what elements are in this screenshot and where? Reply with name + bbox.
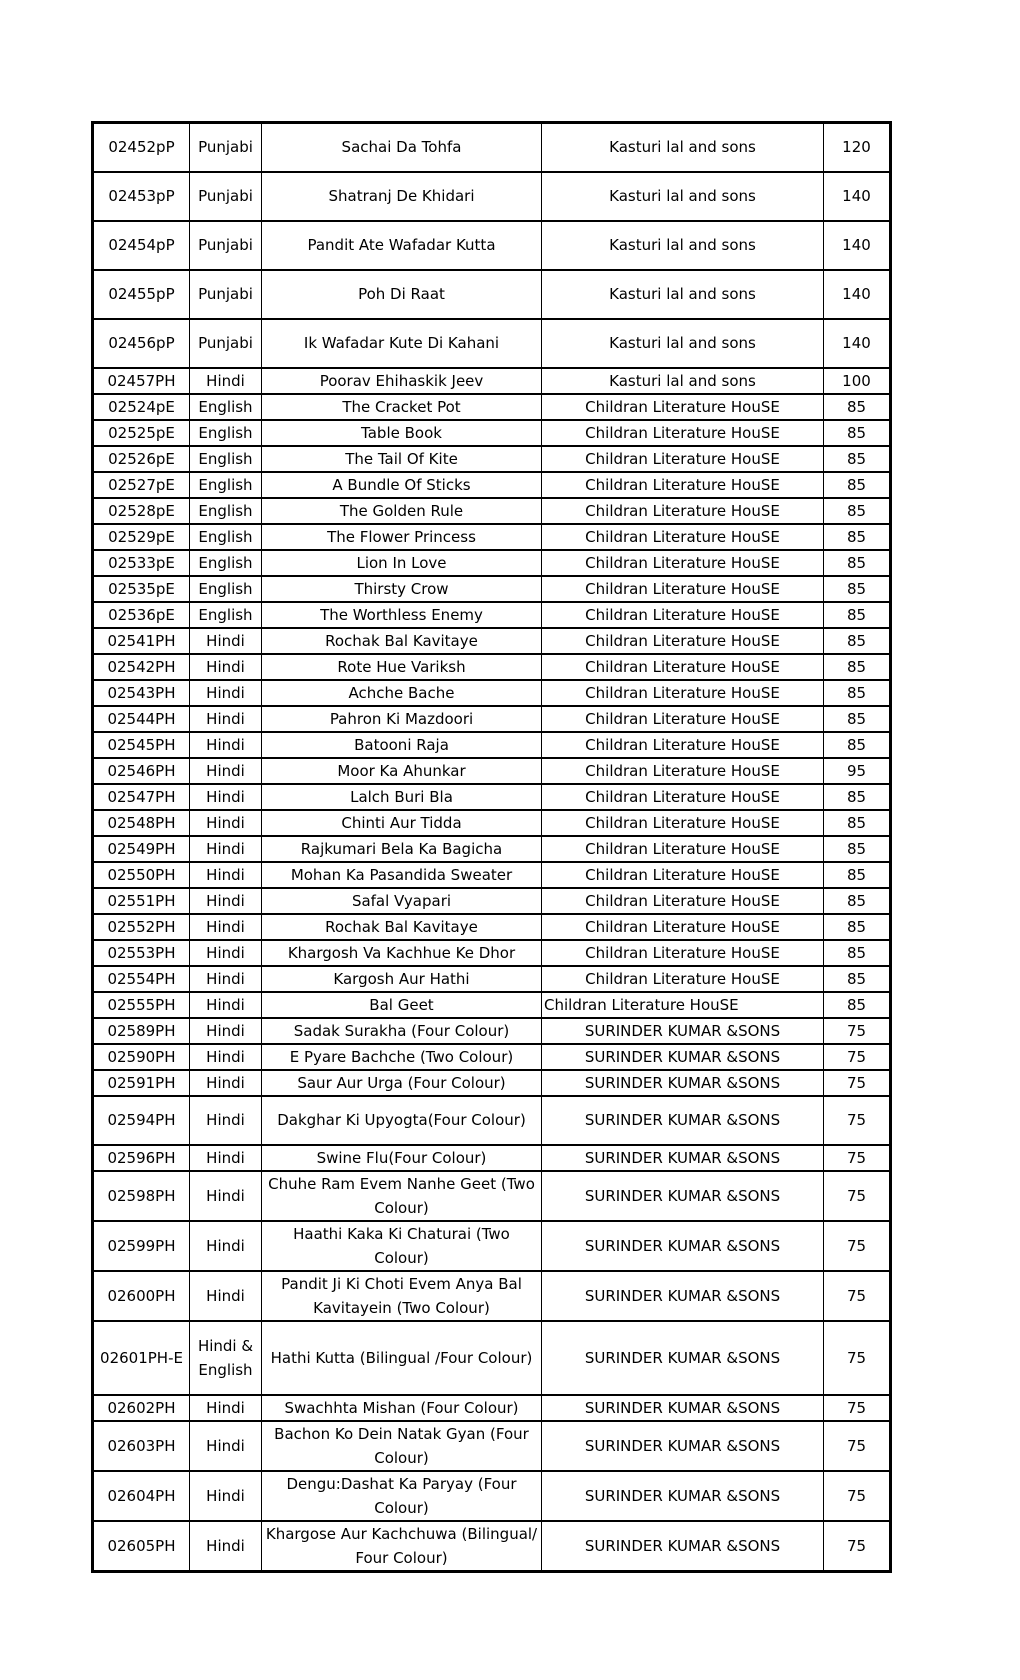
- book-code-cell: 02551PH: [93, 888, 190, 914]
- publisher-cell: Childran Literature HouSE: [542, 550, 824, 576]
- book-code-cell: 02544PH: [93, 706, 190, 732]
- publisher-cell: SURINDER KUMAR &SONS: [542, 1044, 824, 1070]
- language-cell: Hindi: [190, 1421, 262, 1471]
- publisher-cell: Childran Literature HouSE: [542, 446, 824, 472]
- language-cell: Hindi: [190, 1221, 262, 1271]
- book-code-cell: 02554PH: [93, 966, 190, 992]
- book-title-cell: Khargose Aur Kachchuwa (Bilingual/ Four Colour): [262, 1521, 542, 1572]
- price-cell: 85: [824, 732, 891, 758]
- language-cell: English: [190, 498, 262, 524]
- price-cell: 85: [824, 498, 891, 524]
- language-cell: Hindi: [190, 888, 262, 914]
- book-code-cell: 02591PH: [93, 1070, 190, 1096]
- table-row: [93, 1171, 891, 1221]
- table-row: [93, 472, 891, 498]
- book-code-cell: 02536pE: [93, 602, 190, 628]
- table-row: [93, 368, 891, 394]
- book-title-cell: Lalch Buri Bla: [262, 784, 542, 810]
- language-cell: Hindi: [190, 1395, 262, 1421]
- publisher-cell: Kasturi lal and sons: [542, 221, 824, 270]
- book-code-cell: 02590PH: [93, 1044, 190, 1070]
- table-row: [93, 1521, 891, 1572]
- publisher-cell: Kasturi lal and sons: [542, 319, 824, 368]
- book-code-cell: 02594PH: [93, 1096, 190, 1145]
- publisher-cell: Kasturi lal and sons: [542, 172, 824, 221]
- book-title-cell: Ik Wafadar Kute Di Kahani: [262, 319, 542, 368]
- book-title-cell: The Cracket Pot: [262, 394, 542, 420]
- language-cell: Hindi: [190, 1521, 262, 1572]
- language-cell: Hindi: [190, 1171, 262, 1221]
- book-title-cell: Bal Geet: [262, 992, 542, 1018]
- book-title-cell: The Golden Rule: [262, 498, 542, 524]
- table-row: [93, 270, 891, 319]
- price-cell: 85: [824, 992, 891, 1018]
- book-title-cell: Pandit Ate Wafadar Kutta: [262, 221, 542, 270]
- publisher-cell: Childran Literature HouSE: [542, 498, 824, 524]
- price-cell: 85: [824, 550, 891, 576]
- publisher-cell: Childran Literature HouSE: [542, 992, 824, 1018]
- book-title-cell: Rochak Bal Kavitaye: [262, 914, 542, 940]
- language-cell: English: [190, 550, 262, 576]
- book-title-cell: Shatranj De Khidari: [262, 172, 542, 221]
- book-code-cell: 02598PH: [93, 1171, 190, 1221]
- book-title-cell: Table Book: [262, 420, 542, 446]
- publisher-cell: Childran Literature HouSE: [542, 680, 824, 706]
- publisher-cell: Childran Literature HouSE: [542, 888, 824, 914]
- book-title-cell: Rochak Bal Kavitaye: [262, 628, 542, 654]
- table-row: [93, 628, 891, 654]
- book-code-cell: 02541PH: [93, 628, 190, 654]
- price-cell: 100: [824, 368, 891, 394]
- publisher-cell: Childran Literature HouSE: [542, 810, 824, 836]
- table-row: [93, 784, 891, 810]
- book-title-cell: A Bundle Of Sticks: [262, 472, 542, 498]
- publisher-cell: SURINDER KUMAR &SONS: [542, 1018, 824, 1044]
- price-cell: 95: [824, 758, 891, 784]
- publisher-cell: SURINDER KUMAR &SONS: [542, 1521, 824, 1572]
- book-title-cell: Moor Ka Ahunkar: [262, 758, 542, 784]
- publisher-cell: SURINDER KUMAR &SONS: [542, 1321, 824, 1395]
- publisher-cell: SURINDER KUMAR &SONS: [542, 1145, 824, 1171]
- publisher-cell: Childran Literature HouSE: [542, 914, 824, 940]
- book-code-cell: 02452pP: [93, 123, 190, 172]
- table-row: [93, 550, 891, 576]
- publisher-cell: Childran Literature HouSE: [542, 862, 824, 888]
- language-cell: Hindi: [190, 680, 262, 706]
- table-row: [93, 1321, 891, 1395]
- book-code-cell: 02457PH: [93, 368, 190, 394]
- book-title-cell: Chinti Aur Tidda: [262, 810, 542, 836]
- price-cell: 85: [824, 680, 891, 706]
- book-code-cell: 02601PH-E: [93, 1321, 190, 1395]
- language-cell: Punjabi: [190, 270, 262, 319]
- book-title-cell: Rajkumari Bela Ka Bagicha: [262, 836, 542, 862]
- table-row: [93, 498, 891, 524]
- price-cell: 85: [824, 706, 891, 732]
- book-code-cell: 02550PH: [93, 862, 190, 888]
- publisher-cell: Childran Literature HouSE: [542, 524, 824, 550]
- book-code-cell: 02528pE: [93, 498, 190, 524]
- table-row: [93, 172, 891, 221]
- table-row: [93, 680, 891, 706]
- book-title-cell: Pahron Ki Mazdoori: [262, 706, 542, 732]
- price-cell: 85: [824, 888, 891, 914]
- book-title-cell: Rote Hue Variksh: [262, 654, 542, 680]
- book-code-cell: 02454pP: [93, 221, 190, 270]
- table-row: [93, 1421, 891, 1471]
- book-title-cell: E Pyare Bachche (Two Colour): [262, 1044, 542, 1070]
- book-title-cell: Sachai Da Tohfa: [262, 123, 542, 172]
- language-cell: Hindi: [190, 810, 262, 836]
- publisher-cell: Childran Literature HouSE: [542, 654, 824, 680]
- publisher-cell: Childran Literature HouSE: [542, 732, 824, 758]
- language-cell: Hindi: [190, 966, 262, 992]
- table-row: [93, 1471, 891, 1521]
- publisher-cell: SURINDER KUMAR &SONS: [542, 1421, 824, 1471]
- table-row: [93, 758, 891, 784]
- language-cell: Punjabi: [190, 221, 262, 270]
- book-title-cell: Dakghar Ki Upyogta(Four Colour): [262, 1096, 542, 1145]
- table-row: [93, 576, 891, 602]
- price-cell: 85: [824, 966, 891, 992]
- price-cell: 75: [824, 1421, 891, 1471]
- table-row: [93, 862, 891, 888]
- language-cell: English: [190, 446, 262, 472]
- book-title-cell: Hathi Kutta (Bilingual /Four Colour): [262, 1321, 542, 1395]
- language-cell: English: [190, 394, 262, 420]
- table-row: [93, 966, 891, 992]
- book-code-cell: 02589PH: [93, 1018, 190, 1044]
- price-cell: 75: [824, 1070, 891, 1096]
- book-code-cell: 02602PH: [93, 1395, 190, 1421]
- price-cell: 85: [824, 914, 891, 940]
- book-code-cell: 02548PH: [93, 810, 190, 836]
- price-cell: 85: [824, 472, 891, 498]
- book-list-table: [91, 121, 892, 1573]
- publisher-cell: Kasturi lal and sons: [542, 270, 824, 319]
- publisher-cell: SURINDER KUMAR &SONS: [542, 1171, 824, 1221]
- table-row: [93, 123, 891, 172]
- book-code-cell: 02603PH: [93, 1421, 190, 1471]
- price-cell: 85: [824, 602, 891, 628]
- table-row: [93, 888, 891, 914]
- publisher-cell: Childran Literature HouSE: [542, 628, 824, 654]
- price-cell: 75: [824, 1271, 891, 1321]
- language-cell: Hindi: [190, 862, 262, 888]
- language-cell: Hindi: [190, 732, 262, 758]
- book-code-cell: 02552PH: [93, 914, 190, 940]
- price-cell: 85: [824, 810, 891, 836]
- publisher-cell: Childran Literature HouSE: [542, 420, 824, 446]
- book-title-cell: Thirsty Crow: [262, 576, 542, 602]
- book-title-cell: Chuhe Ram Evem Nanhe Geet (Two Colour): [262, 1171, 542, 1221]
- publisher-cell: SURINDER KUMAR &SONS: [542, 1221, 824, 1271]
- language-cell: Hindi: [190, 1271, 262, 1321]
- price-cell: 85: [824, 628, 891, 654]
- book-code-cell: 02535pE: [93, 576, 190, 602]
- price-cell: 85: [824, 420, 891, 446]
- publisher-cell: SURINDER KUMAR &SONS: [542, 1096, 824, 1145]
- language-cell: Hindi: [190, 940, 262, 966]
- table-row: [93, 1221, 891, 1271]
- language-cell: Hindi: [190, 654, 262, 680]
- table-row: [93, 420, 891, 446]
- book-code-cell: 02599PH: [93, 1221, 190, 1271]
- book-title-cell: The Worthless Enemy: [262, 602, 542, 628]
- language-cell: Hindi & English: [190, 1321, 262, 1395]
- book-title-cell: Safal Vyapari: [262, 888, 542, 914]
- book-code-cell: 02524pE: [93, 394, 190, 420]
- publisher-cell: SURINDER KUMAR &SONS: [542, 1395, 824, 1421]
- book-code-cell: 02555PH: [93, 992, 190, 1018]
- table-row: [93, 654, 891, 680]
- price-cell: 85: [824, 524, 891, 550]
- price-cell: 75: [824, 1044, 891, 1070]
- language-cell: Punjabi: [190, 172, 262, 221]
- price-cell: 140: [824, 221, 891, 270]
- language-cell: Hindi: [190, 836, 262, 862]
- price-cell: 85: [824, 654, 891, 680]
- publisher-cell: Childran Literature HouSE: [542, 966, 824, 992]
- table-row: [93, 1395, 891, 1421]
- table-row: [93, 1271, 891, 1321]
- publisher-cell: Childran Literature HouSE: [542, 394, 824, 420]
- language-cell: English: [190, 602, 262, 628]
- book-code-cell: 02533pE: [93, 550, 190, 576]
- publisher-cell: Childran Literature HouSE: [542, 472, 824, 498]
- book-title-cell: Batooni Raja: [262, 732, 542, 758]
- language-cell: Hindi: [190, 628, 262, 654]
- price-cell: 140: [824, 172, 891, 221]
- publisher-cell: Childran Literature HouSE: [542, 576, 824, 602]
- book-title-cell: Lion In Love: [262, 550, 542, 576]
- book-title-cell: Haathi Kaka Ki Chaturai (Two Colour): [262, 1221, 542, 1271]
- price-cell: 85: [824, 576, 891, 602]
- table-row: [93, 1018, 891, 1044]
- book-list-body: [93, 123, 891, 1572]
- price-cell: 75: [824, 1018, 891, 1044]
- book-title-cell: Poorav Ehihaskik Jeev: [262, 368, 542, 394]
- table-row: [93, 1096, 891, 1145]
- book-title-cell: Mohan Ka Pasandida Sweater: [262, 862, 542, 888]
- publisher-cell: Childran Literature HouSE: [542, 602, 824, 628]
- language-cell: English: [190, 472, 262, 498]
- table-row: [93, 1070, 891, 1096]
- table-row: [93, 394, 891, 420]
- price-cell: 85: [824, 836, 891, 862]
- book-title-cell: Bachon Ko Dein Natak Gyan (Four Colour): [262, 1421, 542, 1471]
- price-cell: 75: [824, 1521, 891, 1572]
- publisher-cell: Childran Literature HouSE: [542, 706, 824, 732]
- language-cell: Hindi: [190, 1471, 262, 1521]
- language-cell: English: [190, 524, 262, 550]
- table-row: [93, 602, 891, 628]
- book-code-cell: 02604PH: [93, 1471, 190, 1521]
- language-cell: Hindi: [190, 784, 262, 810]
- price-cell: 75: [824, 1395, 891, 1421]
- book-title-cell: Saur Aur Urga (Four Colour): [262, 1070, 542, 1096]
- table-row: [93, 319, 891, 368]
- table-row: [93, 914, 891, 940]
- table-row: [93, 1044, 891, 1070]
- publisher-cell: Childran Literature HouSE: [542, 940, 824, 966]
- book-code-cell: 02529pE: [93, 524, 190, 550]
- table-row: [93, 446, 891, 472]
- language-cell: Hindi: [190, 368, 262, 394]
- table-row: [93, 992, 891, 1018]
- price-cell: 75: [824, 1471, 891, 1521]
- table-row: [93, 810, 891, 836]
- book-title-cell: Pandit Ji Ki Choti Evem Anya Bal Kavitayein (Two Colour): [262, 1271, 542, 1321]
- book-code-cell: 02456pP: [93, 319, 190, 368]
- price-cell: 140: [824, 270, 891, 319]
- price-cell: 75: [824, 1321, 891, 1395]
- publisher-cell: Kasturi lal and sons: [542, 123, 824, 172]
- book-code-cell: 02542PH: [93, 654, 190, 680]
- table-row: [93, 732, 891, 758]
- book-code-cell: 02453pP: [93, 172, 190, 221]
- price-cell: 140: [824, 319, 891, 368]
- price-cell: 75: [824, 1171, 891, 1221]
- book-code-cell: 02546PH: [93, 758, 190, 784]
- price-cell: 85: [824, 862, 891, 888]
- language-cell: Hindi: [190, 1044, 262, 1070]
- publisher-cell: Childran Literature HouSE: [542, 784, 824, 810]
- book-code-cell: 02545PH: [93, 732, 190, 758]
- table-row: [93, 836, 891, 862]
- publisher-cell: SURINDER KUMAR &SONS: [542, 1471, 824, 1521]
- book-code-cell: 02527pE: [93, 472, 190, 498]
- table-row: [93, 221, 891, 270]
- price-cell: 85: [824, 940, 891, 966]
- publisher-cell: SURINDER KUMAR &SONS: [542, 1271, 824, 1321]
- book-code-cell: 02600PH: [93, 1271, 190, 1321]
- book-title-cell: Achche Bache: [262, 680, 542, 706]
- price-cell: 85: [824, 446, 891, 472]
- publisher-cell: Childran Literature HouSE: [542, 836, 824, 862]
- table-row: [93, 940, 891, 966]
- book-title-cell: Sadak Surakha (Four Colour): [262, 1018, 542, 1044]
- book-code-cell: 02596PH: [93, 1145, 190, 1171]
- language-cell: Hindi: [190, 706, 262, 732]
- book-title-cell: The Tail Of Kite: [262, 446, 542, 472]
- price-cell: 75: [824, 1096, 891, 1145]
- book-code-cell: 02526pE: [93, 446, 190, 472]
- language-cell: Hindi: [190, 1018, 262, 1044]
- language-cell: Punjabi: [190, 123, 262, 172]
- language-cell: English: [190, 576, 262, 602]
- language-cell: Hindi: [190, 992, 262, 1018]
- language-cell: Hindi: [190, 914, 262, 940]
- language-cell: Hindi: [190, 758, 262, 784]
- price-cell: 75: [824, 1145, 891, 1171]
- book-title-cell: Swine Flu(Four Colour): [262, 1145, 542, 1171]
- book-code-cell: 02549PH: [93, 836, 190, 862]
- book-code-cell: 02455pP: [93, 270, 190, 319]
- book-title-cell: Poh Di Raat: [262, 270, 542, 319]
- book-title-cell: Khargosh Va Kachhue Ke Dhor: [262, 940, 542, 966]
- book-code-cell: 02547PH: [93, 784, 190, 810]
- book-code-cell: 02543PH: [93, 680, 190, 706]
- book-code-cell: 02553PH: [93, 940, 190, 966]
- language-cell: Hindi: [190, 1096, 262, 1145]
- book-title-cell: The Flower Princess: [262, 524, 542, 550]
- table-row: [93, 524, 891, 550]
- price-cell: 75: [824, 1221, 891, 1271]
- language-cell: Punjabi: [190, 319, 262, 368]
- language-cell: Hindi: [190, 1070, 262, 1096]
- publisher-cell: SURINDER KUMAR &SONS: [542, 1070, 824, 1096]
- table-row: [93, 706, 891, 732]
- book-title-cell: Kargosh Aur Hathi: [262, 966, 542, 992]
- book-title-cell: Swachhta Mishan (Four Colour): [262, 1395, 542, 1421]
- table-row: [93, 1145, 891, 1171]
- language-cell: English: [190, 420, 262, 446]
- publisher-cell: Kasturi lal and sons: [542, 368, 824, 394]
- price-cell: 85: [824, 394, 891, 420]
- publisher-cell: Childran Literature HouSE: [542, 758, 824, 784]
- price-cell: 120: [824, 123, 891, 172]
- book-code-cell: 02525pE: [93, 420, 190, 446]
- book-title-cell: Dengu:Dashat Ka Paryay (Four Colour): [262, 1471, 542, 1521]
- language-cell: Hindi: [190, 1145, 262, 1171]
- book-code-cell: 02605PH: [93, 1521, 190, 1572]
- price-cell: 85: [824, 784, 891, 810]
